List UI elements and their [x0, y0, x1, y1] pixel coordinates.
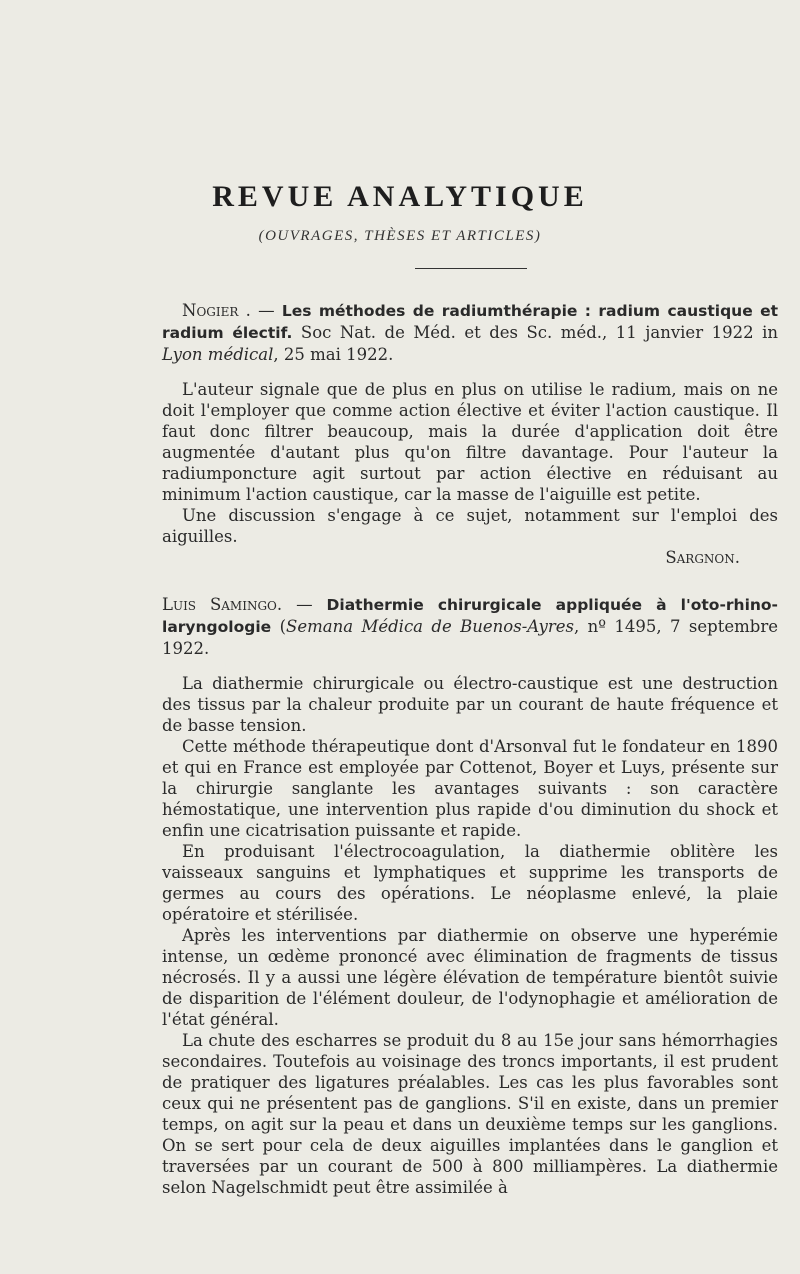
entry-1-paragraph: L'auteur signale que de plus en plus on utilise le radium, mais on ne doit l'employer que comme action élective et éviter l'action caustique. Il faut donc filtrer beaucoup, mais la durée d'application doit être augmentée d'autant plus qu'on filtre davantage. Pour l'auteur la radiumponcture agit surtout par action élective en réduisant au minimum l'action caustique, car la masse de l'aiguille est petite. — [162, 380, 778, 504]
entry-2-paragraph: En produisant l'électrocoagulation, la diathermie oblitère les vaisseaux sanguins et lymphatiques et supprime les transports de germes au cours des opérations. Le néoplasme enlevé, la plaie opératoire et stérilisée. — [162, 842, 778, 924]
entry-1-dash: — — [250, 301, 282, 320]
entry-2-author: Luis Samingo. — [162, 595, 283, 614]
title-divider — [415, 268, 527, 269]
entry-2-journal: Semana Médica de Buenos-Ayres — [286, 617, 574, 636]
entry-1-journal: Lyon médical — [162, 345, 274, 364]
entry-1-heading — [162, 300, 778, 365]
entry-2-paragraph: Après les interventions par diathermie on observe une hyperémie intense, un œdème prononcé avec élimination de fragments de tissus nécrosés. Il y a aussi une légère élévation de température bientôt suivie de disparition de l'élément douleur, de l'odynophagie et amélioration de l'état général. — [162, 926, 778, 1029]
entry-1-source-date: , 25 mai 1922. — [273, 345, 394, 364]
entry-2-title: Diathermie chirurgicale appliquée à l'oto-rhino-laryngologie — [162, 596, 778, 636]
page-header — [0, 180, 800, 245]
entry-1-author: Nogier . — [182, 301, 251, 320]
entry-1-title: Les méthodes de radiumthérapie : radium caustique et radium électif. — [162, 302, 779, 342]
entry-2-paragraph: La chute des escharres se produit du 8 au 15e jour sans hémorrhagies secondaires. Toutefois au voisinage des troncs importants, il est prudent de pratiquer des ligatures préalables. Les cas les plus favorables sont ceux qui ne présentent pas de ganglions. S'il en existe, dans un premier temps, on agit sur la peau et dans un deuxième temps sur les ganglions. On se sert pour cela de deux aiguilles implantées dans le ganglion et traversées par un courant de 500 à 800 milliampères. La diathermie selon Nagelschmidt peut être assimilée à — [162, 1031, 778, 1197]
entry-2-paragraph: La diathermie chirurgicale ou électro-caustique est une destruction des tissus par la chaleur produite par un courant de haute fréquence et de basse tension. — [162, 674, 778, 735]
entry-2-heading — [162, 594, 778, 659]
entry-2-source-date: , nº 1495, 7 septembre 1922. — [162, 617, 778, 658]
page-subtitle: (OUVRAGES, THÈSES ET ARTICLES) — [258, 228, 542, 244]
entry-2-dash: — — [282, 595, 327, 614]
entry-2-source: ( — [271, 617, 287, 636]
entry-1-paragraph: Une discussion s'engage à ce sujet, notamment sur l'emploi des aiguilles. — [162, 506, 778, 546]
entry-2-paragraph: Cette méthode thérapeutique dont d'Arsonval fut le fondateur en 1890 et qui en France est employée par Cottenot, Boyer et Luys, présente sur la chirurgie sanglante les avantages suivants : son caractère hémostatique, une intervention plus rapide d'ou diminution du shock et enfin une cicatrisation puissante et rapide. — [162, 737, 778, 840]
page-title: REVUE ANALYTIQUE — [212, 180, 588, 213]
entry-1-signature: Sargnon. — [665, 548, 740, 567]
entry-1-source: Soc Nat. de Méd. et des Sc. méd., 11 janvier 1922 in — [292, 323, 778, 342]
article-body — [162, 300, 778, 1198]
